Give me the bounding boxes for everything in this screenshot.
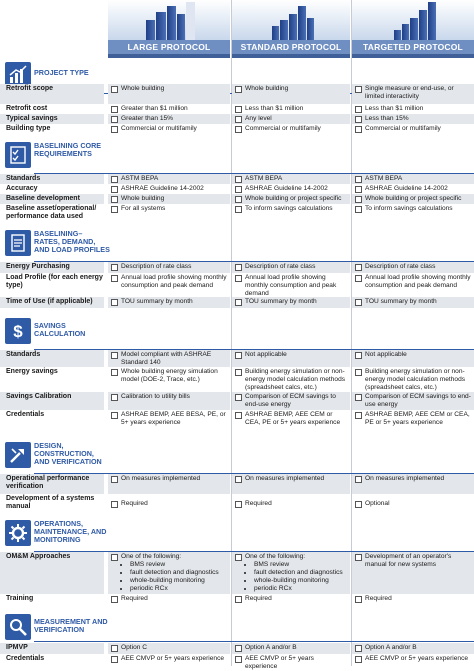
row-label: Time of Use (if applicable) <box>0 297 104 308</box>
list-item: • fault detection and diagnostics <box>254 569 348 577</box>
cell: ASHRAE Guideline 14-2002 <box>108 184 230 194</box>
row-label: Retrofit scope <box>0 84 104 104</box>
checkbox-icon <box>111 264 118 271</box>
row-label: Baseline asset/operational/ performance data used <box>6 205 97 220</box>
cell: Description of rate class <box>352 262 474 273</box>
checkbox-icon <box>111 126 118 133</box>
checkbox-icon <box>355 186 362 193</box>
table-row <box>0 184 474 194</box>
checkbox-icon <box>111 176 118 183</box>
checkbox-icon <box>235 126 242 133</box>
checkbox-icon <box>355 476 362 483</box>
svg-text:$: $ <box>13 322 23 341</box>
row-label: IPMVP <box>0 643 104 654</box>
cell: TOU summary by month <box>352 297 474 308</box>
checkbox-icon <box>355 299 362 306</box>
checkbox-icon <box>111 369 118 376</box>
cell: Required <box>232 594 350 606</box>
list-item: • BMS review <box>130 561 228 569</box>
standard-protocol-header <box>232 0 350 60</box>
cell: Less than $1 million <box>232 104 350 114</box>
gear-icon <box>5 520 31 546</box>
checkbox-icon <box>111 554 118 561</box>
checkbox-icon <box>355 656 362 663</box>
checkbox-icon <box>235 596 242 603</box>
cell: Required <box>232 494 350 514</box>
checklist-icon <box>5 142 31 168</box>
checkbox-icon <box>355 596 362 603</box>
table-row <box>0 84 474 104</box>
targeted-protocol-header <box>352 0 474 60</box>
cell: Single measure or end-use, or limited interactivity <box>352 84 474 104</box>
cell: Required <box>108 494 230 514</box>
cell: Building energy simulation or non-energy model calculation methods (spreadsheet calcs, etc.) <box>232 367 350 392</box>
cell: AEE CMVP or 5+ years experience <box>352 654 474 666</box>
cell: Whole building or project specific <box>232 194 350 204</box>
section-operations <box>0 518 474 552</box>
row-label: Load Profile (for each energy type) <box>6 274 103 289</box>
cell: TOU summary by month <box>108 297 230 308</box>
cell: On measures implemented <box>232 474 350 494</box>
checkbox-icon <box>355 394 362 401</box>
cell: Greater than $1 million <box>108 104 230 114</box>
checkbox-icon <box>235 186 242 193</box>
cell: Commercial or multifamily <box>232 124 350 135</box>
checkbox-icon <box>235 275 242 282</box>
checkbox-icon <box>355 275 362 282</box>
cell: On measures implemented <box>352 474 474 494</box>
checkbox-icon <box>111 106 118 113</box>
cell: Option C <box>108 643 230 654</box>
tools-icon <box>5 442 31 468</box>
row-label: Energy Purchasing <box>0 262 104 273</box>
checkbox-icon <box>235 656 242 663</box>
table-row <box>0 552 474 594</box>
cell: ASHRAE BEMP, AEE CEM or CEA, PE or 5+ years experience <box>232 410 350 428</box>
cell: Whole building or project specific <box>352 194 474 204</box>
table-row <box>0 494 474 514</box>
table-row <box>0 392 474 410</box>
checkbox-icon <box>355 645 362 652</box>
skyline-large-icon <box>146 0 196 40</box>
table-row <box>0 104 474 114</box>
cell: AEE CMVP or 5+ years experience <box>232 654 350 666</box>
cell: Annual load profile showing monthly consumption and peak demand <box>232 273 350 297</box>
skyline-standard-icon <box>272 0 316 40</box>
checkbox-icon <box>235 176 242 183</box>
checkbox-icon <box>355 206 362 213</box>
checkbox-icon <box>235 501 242 508</box>
checkbox-icon <box>235 476 242 483</box>
row-label: Credentials <box>6 655 45 662</box>
checkbox-icon <box>235 86 242 93</box>
checkbox-icon <box>355 412 362 419</box>
cell: Whole building energy simulation model (DOE-2, Trace, etc.) <box>108 367 230 392</box>
document-icon <box>5 230 31 256</box>
checkbox-icon <box>235 352 242 359</box>
cell: Description of rate class <box>232 262 350 273</box>
cell: AEE CMVP or 5+ years experience <box>108 654 230 666</box>
checkbox-icon <box>111 656 118 663</box>
checkbox-icon <box>235 116 242 123</box>
skyline-targeted-icon <box>394 0 440 40</box>
cell: Not applicable <box>232 350 350 367</box>
checkbox-icon <box>355 106 362 113</box>
row-label: Savings Calibration <box>0 392 104 410</box>
cell: Whole building <box>108 194 230 204</box>
cell: To inform savings calculations <box>352 204 474 224</box>
cell: Comparison of ECM savings to end-use energy <box>232 392 350 410</box>
cell: Optional <box>352 494 474 514</box>
table-row <box>0 594 474 606</box>
checkbox-icon <box>111 645 118 652</box>
table-row <box>0 174 474 184</box>
row-label: Standards <box>0 350 104 367</box>
row-label: Credentials <box>6 411 45 418</box>
cell: Greater than 15% <box>108 114 230 124</box>
cell: ASHRAE BEMP, AEE CEM or CEA, PE or 5+ years experience <box>352 410 474 428</box>
checkbox-icon <box>235 264 242 271</box>
checkbox-icon <box>111 352 118 359</box>
checkbox-icon <box>111 86 118 93</box>
table-row <box>0 410 474 428</box>
cell: Description of rate class <box>108 262 230 273</box>
row-label: Accuracy <box>6 185 38 192</box>
cell: ASTM BEPA <box>352 174 474 184</box>
checkbox-icon <box>355 352 362 359</box>
checkbox-icon <box>235 106 242 113</box>
cell: TOU summary by month <box>232 297 350 308</box>
checkbox-icon <box>111 206 118 213</box>
row-label: Typical savings <box>0 114 104 124</box>
table-header <box>0 0 474 60</box>
checkbox-icon <box>235 412 242 419</box>
section-title: DESIGN, CONSTRUCTION, AND VERIFICATION <box>34 441 102 466</box>
section-title: BASELINING– RATES, DEMAND, AND LOAD PROFILES <box>34 229 110 254</box>
table-row <box>0 124 474 135</box>
table-row <box>0 350 474 367</box>
large-protocol-label: LARGE PROTOCOL <box>108 40 230 54</box>
checkbox-icon <box>111 476 118 483</box>
checkbox-icon <box>355 126 362 133</box>
checkbox-icon <box>355 554 362 561</box>
standard-protocol-label: STANDARD PROTOCOL <box>232 40 350 54</box>
checkbox-icon <box>355 86 362 93</box>
cell: Required <box>108 594 230 606</box>
table-row <box>0 297 474 308</box>
checkbox-icon <box>111 596 118 603</box>
cell: Less than 15% <box>352 114 474 124</box>
cell: Model compliant with ASHRAE Standard 140 <box>108 350 230 367</box>
cell: Any level <box>232 114 350 124</box>
magnifier-icon <box>5 614 31 640</box>
dollar-icon <box>5 318 31 344</box>
row-label: Baseline development <box>0 194 104 204</box>
list-item: • whole-building monitoring <box>130 577 228 585</box>
cell: Annual load profile showing monthly consumption and peak demand <box>108 273 230 297</box>
table-row <box>0 204 474 224</box>
table-row <box>0 262 474 273</box>
list-item: • BMS review <box>254 561 348 569</box>
cell: ASHRAE BEMP, AEE BESA, PE, or 5+ years experience <box>108 410 230 428</box>
checkbox-icon <box>355 369 362 376</box>
checkbox-icon <box>355 116 362 123</box>
cell: Annual load profile showing monthly consumption and peak demand <box>352 273 474 297</box>
checkbox-icon <box>355 196 362 203</box>
targeted-protocol-label: TARGETED PROTOCOL <box>352 40 474 54</box>
cell: Commercial or multifamily <box>352 124 474 135</box>
list-item: • whole-building monitoring <box>254 577 348 585</box>
row-label: Development of a systems manual <box>6 495 95 510</box>
cell: Whole building <box>108 84 230 104</box>
cell: Building energy simulation or non-energy model calculation methods (spreadsheet calcs, etc.) <box>352 367 474 392</box>
table-row <box>0 114 474 124</box>
large-protocol-header <box>108 0 230 60</box>
cell: For all systems <box>108 204 230 224</box>
row-label: Training <box>6 595 34 602</box>
list-item: • fault detection and diagnostics <box>130 569 228 577</box>
checkbox-icon <box>111 116 118 123</box>
checkbox-icon <box>235 394 242 401</box>
checkbox-icon <box>111 501 118 508</box>
cell: ASHRAE Guideline 14-2002 <box>232 184 350 194</box>
checkbox-icon <box>235 645 242 652</box>
row-label: Retrofit cost <box>6 105 48 112</box>
cell: To inform savings calculations <box>232 204 350 224</box>
table-row <box>0 474 474 494</box>
table-row <box>0 643 474 654</box>
section-baselining-rates <box>0 228 474 262</box>
checkbox-icon <box>235 206 242 213</box>
row-label: Standards <box>0 174 104 184</box>
cell: Development of an operator's manual for new systems <box>352 552 474 594</box>
checkbox-icon <box>355 176 362 183</box>
section-savings-calculation <box>0 316 474 350</box>
table-row <box>0 273 474 297</box>
section-design <box>0 440 474 474</box>
cell: Option A and/or B <box>232 643 350 654</box>
section-title: SAVINGS CALCULATION <box>34 321 86 338</box>
cell: Less than $1 million <box>352 104 474 114</box>
cell: One of the following: • BMS review • fault detection and diagnostics • whole-building monitoring • periodic RCx <box>232 552 350 594</box>
row-label: Building type <box>6 125 51 132</box>
section-title: OPERATIONS, MAINTENANCE, AND MONITORING <box>34 519 107 544</box>
cell: Option A and/or B <box>352 643 474 654</box>
section-title: MEASUREMENT AND VERIFICATION <box>34 617 108 634</box>
checkbox-icon <box>111 186 118 193</box>
checkbox-icon <box>235 299 242 306</box>
checkbox-icon <box>235 196 242 203</box>
checkbox-icon <box>111 394 118 401</box>
section-title: PROJECT TYPE <box>34 68 89 77</box>
list-item: • periodic RCx <box>130 585 228 593</box>
cell: Calibration to utility bills <box>108 392 230 410</box>
table-row <box>0 367 474 392</box>
checkbox-icon <box>111 412 118 419</box>
checkbox-icon <box>111 196 118 203</box>
cell: Whole building <box>232 84 350 104</box>
cell: ASTM BEPA <box>232 174 350 184</box>
cell: One of the following: • BMS review • fault detection and diagnostics • whole-building monitoring • periodic RCx <box>108 552 230 594</box>
section-baselining-core <box>0 140 474 174</box>
checkbox-icon <box>355 501 362 508</box>
table-row <box>0 194 474 204</box>
checkbox-icon <box>235 554 242 561</box>
row-label: Energy savings <box>6 368 58 375</box>
checkbox-icon <box>111 299 118 306</box>
row-label: Operational performance verification <box>0 474 104 494</box>
cell: Not applicable <box>352 350 474 367</box>
table-row <box>0 654 474 670</box>
cell: ASTM BEPA <box>108 174 230 184</box>
cell: Comparison of ECM savings to end-use energy <box>352 392 474 410</box>
checkbox-icon <box>111 275 118 282</box>
cell: Required <box>352 594 474 606</box>
section-title: BASELINING CORE REQUIREMENTS <box>34 141 102 158</box>
checkbox-icon <box>235 369 242 376</box>
checkbox-icon <box>355 264 362 271</box>
cell: Commercial or multifamily <box>108 124 230 135</box>
cell: On measures implemented <box>108 474 230 494</box>
cell: ASHRAE Guideline 14-2002 <box>352 184 474 194</box>
row-label: OM&M Approaches <box>0 552 104 594</box>
section-measurement <box>0 612 474 642</box>
list-item: • periodic RCx <box>254 585 348 593</box>
